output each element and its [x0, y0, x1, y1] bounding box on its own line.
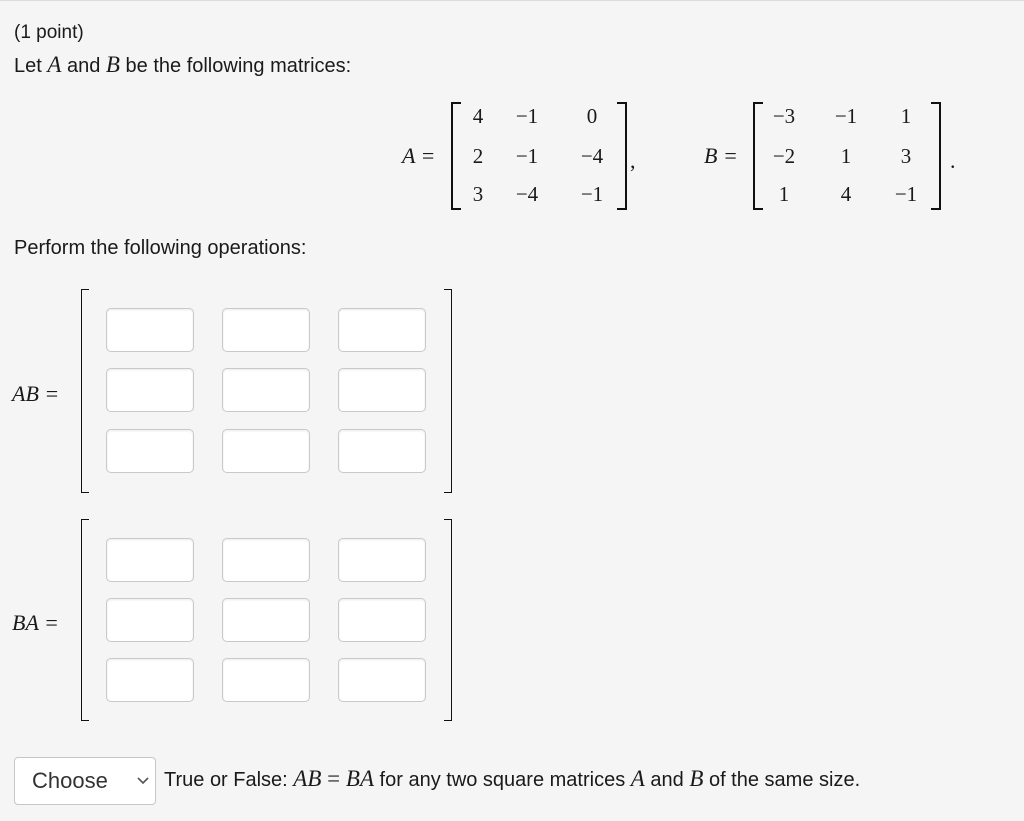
matrix-b-label: B = [704, 143, 738, 168]
eq-lhs: AB [293, 766, 322, 791]
intro-text: Let [14, 55, 48, 77]
ab-answer-input[interactable] [222, 368, 310, 412]
matrix-b-cell: −1 [894, 182, 918, 206]
question-text: and [644, 769, 690, 791]
matrix-a-cell: −1 [580, 182, 604, 206]
ab-answer-input[interactable] [106, 368, 194, 412]
eq-sign: = [321, 766, 346, 791]
ba-right-bracket [444, 519, 452, 721]
ba-answer-input[interactable] [222, 538, 310, 582]
matrix-b-cell: −2 [772, 144, 796, 168]
ba-answer-input[interactable] [222, 598, 310, 642]
true-false-question [164, 766, 860, 792]
ba-answer-input[interactable] [106, 598, 194, 642]
chevron-down-icon [137, 772, 149, 788]
var-a: A [630, 766, 645, 791]
ab-label: AB = [12, 381, 60, 406]
ba-label: BA = [12, 610, 59, 635]
matrix-b-cell: 3 [900, 144, 912, 168]
ba-answer-input[interactable] [338, 598, 426, 642]
ab-answer-input[interactable] [222, 429, 310, 473]
eq-rhs: BA [345, 766, 374, 791]
ba-answer-input[interactable] [338, 658, 426, 702]
problem-intro [14, 52, 351, 78]
matrix-a-right-bracket [617, 102, 627, 210]
matrix-b-cell: 1 [778, 182, 790, 206]
matrix-a-cell: 0 [586, 104, 598, 128]
ab-right-bracket [444, 289, 452, 493]
question-text: for any two square matrices [374, 769, 631, 791]
matrix-b-cell: −3 [772, 104, 796, 128]
ba-answer-input[interactable] [338, 538, 426, 582]
points-label: (1 point) [14, 22, 84, 43]
ab-answer-input[interactable] [338, 429, 426, 473]
instructions: Perform the following operations: [14, 237, 307, 259]
ba-answer-input[interactable] [106, 538, 194, 582]
select-value: Choose [32, 768, 108, 793]
ba-answer-input[interactable] [106, 658, 194, 702]
intro-text: and [61, 55, 106, 77]
ab-answer-input[interactable] [106, 429, 194, 473]
question-text: of the same size. [703, 769, 861, 791]
matrix-a-cell: −4 [515, 182, 539, 206]
ab-answer-input[interactable] [222, 308, 310, 352]
matrix-b-cell: 1 [840, 144, 852, 168]
ba-answer-input[interactable] [222, 658, 310, 702]
matrix-a-cell: −1 [515, 104, 539, 128]
var-b: B [105, 52, 120, 77]
matrix-a-cell: 3 [472, 182, 484, 206]
matrix-b-cell: 1 [900, 104, 912, 128]
matrix-b-left-bracket [753, 102, 763, 210]
ab-left-bracket [81, 289, 89, 493]
var-b: B [689, 766, 704, 791]
matrix-b-cell: 4 [840, 182, 852, 206]
matrix-b-right-bracket [931, 102, 941, 210]
matrix-a-cell: 4 [472, 104, 484, 128]
var-a: A [47, 52, 62, 77]
question-text: True or False: [164, 769, 294, 791]
ab-answer-input[interactable] [338, 308, 426, 352]
top-divider [0, 0, 1024, 1]
matrix-a-cell: −4 [580, 144, 604, 168]
period: . [950, 148, 956, 173]
ab-answer-input[interactable] [106, 308, 194, 352]
matrix-a-label: A = [402, 143, 436, 168]
intro-text: be the following matrices: [119, 55, 352, 77]
true-false-select[interactable] [14, 757, 156, 805]
ba-left-bracket [81, 519, 89, 721]
ab-answer-input[interactable] [338, 368, 426, 412]
matrix-b-cell: −1 [834, 104, 858, 128]
comma: , [630, 148, 636, 173]
matrix-a-cell: −1 [515, 144, 539, 168]
matrix-a-cell: 2 [472, 144, 484, 168]
